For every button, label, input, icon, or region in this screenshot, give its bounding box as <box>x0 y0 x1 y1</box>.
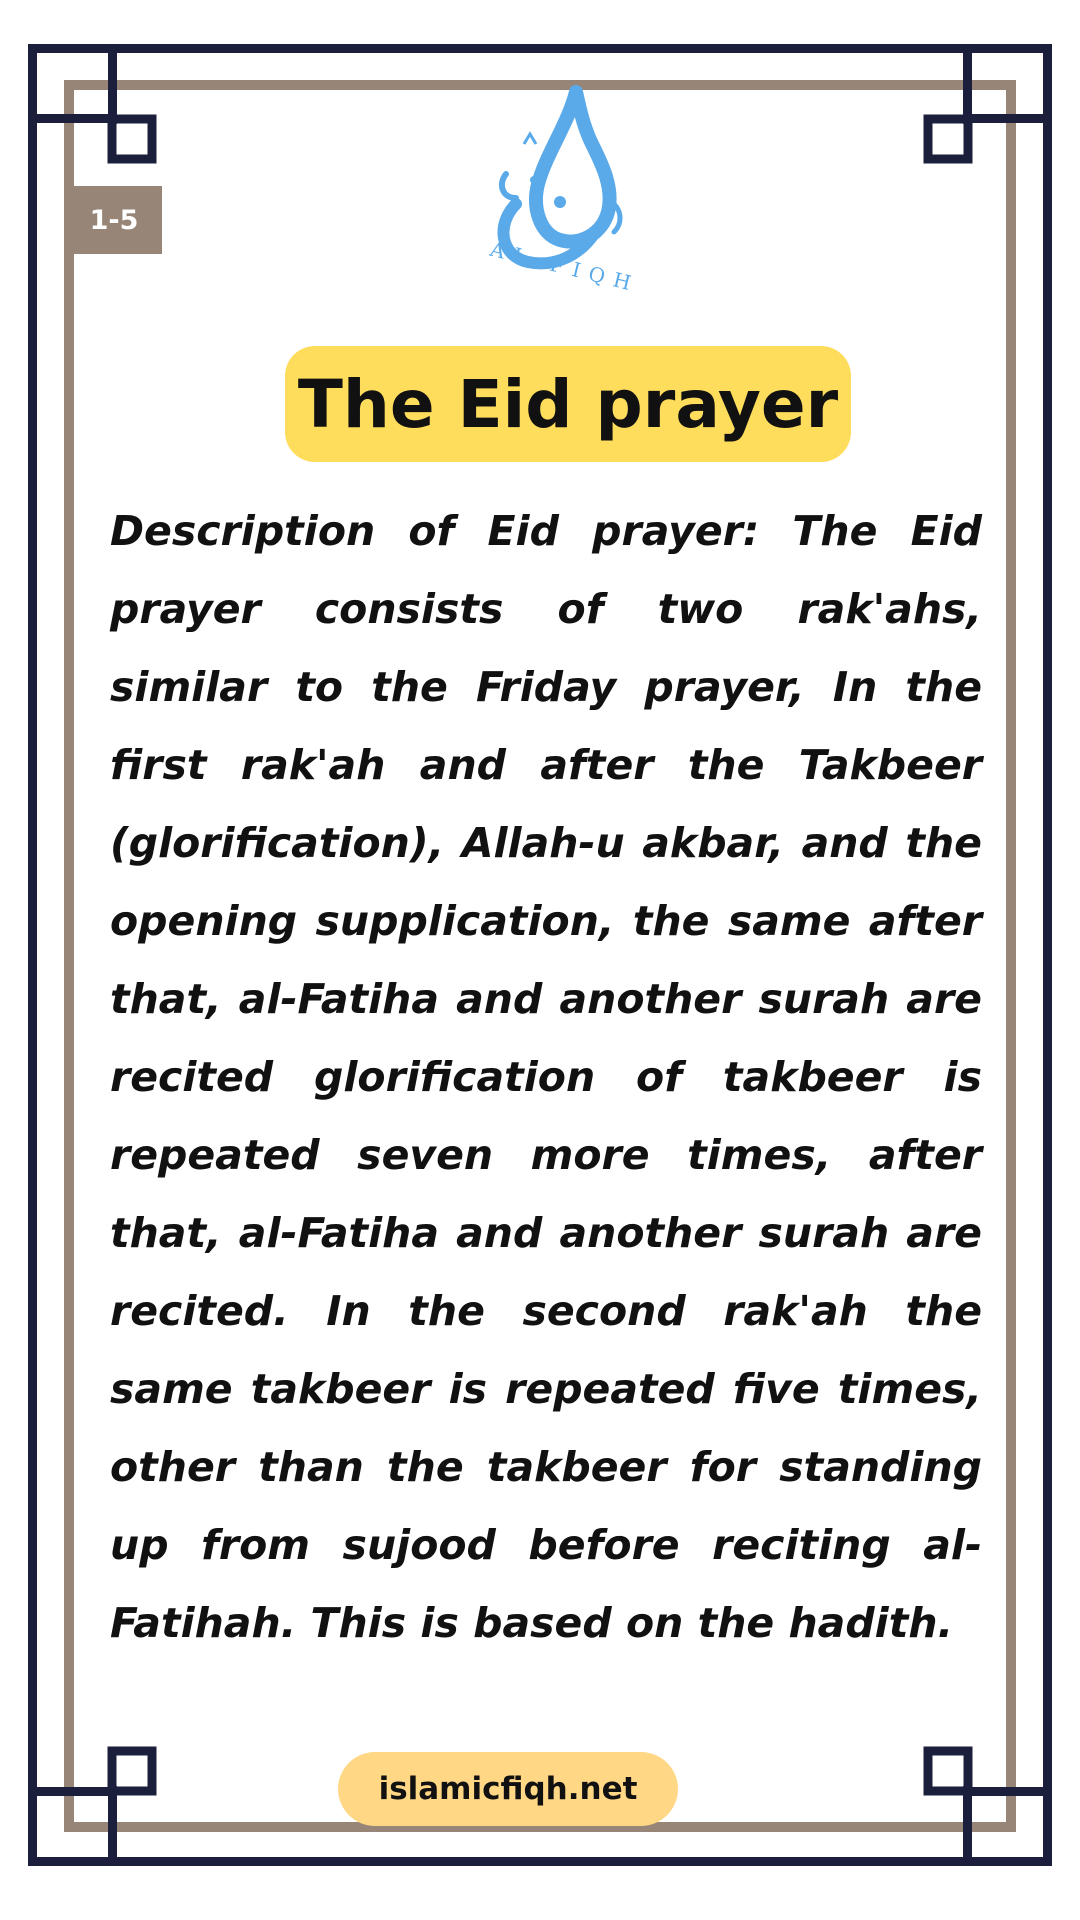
page-title: The Eid prayer <box>285 346 851 462</box>
corner-ornament-bottom-left <box>28 1706 188 1866</box>
corner-ornament-top-right <box>892 44 1052 204</box>
corner-ornament-top-left <box>28 44 188 204</box>
corner-ornament-bottom-right <box>892 1706 1052 1866</box>
body-paragraph: Description of Eid prayer: The Eid prayer consists of two rak'ahs, similar to the Friday prayer, In the first rak'ah and after the Takbeer (glorification), Allah-u akbar, and the opening supplication, the same after that, al-Fatiha and another surah are recited glorification of takbeer is repeated seven more times, after that, al-Fatiha and another surah are recited. In the second rak'ah the same takbeer is repeated five times, other than the takbeer for standing up from sujood before reciting al-Fatihah. This is based on the hadith. <box>110 507 982 1647</box>
website-link[interactable]: islamicfiqh.net <box>338 1752 678 1826</box>
page-number-badge: 1-5 <box>66 186 162 254</box>
logo-caption: AL-FIQH <box>487 236 643 298</box>
